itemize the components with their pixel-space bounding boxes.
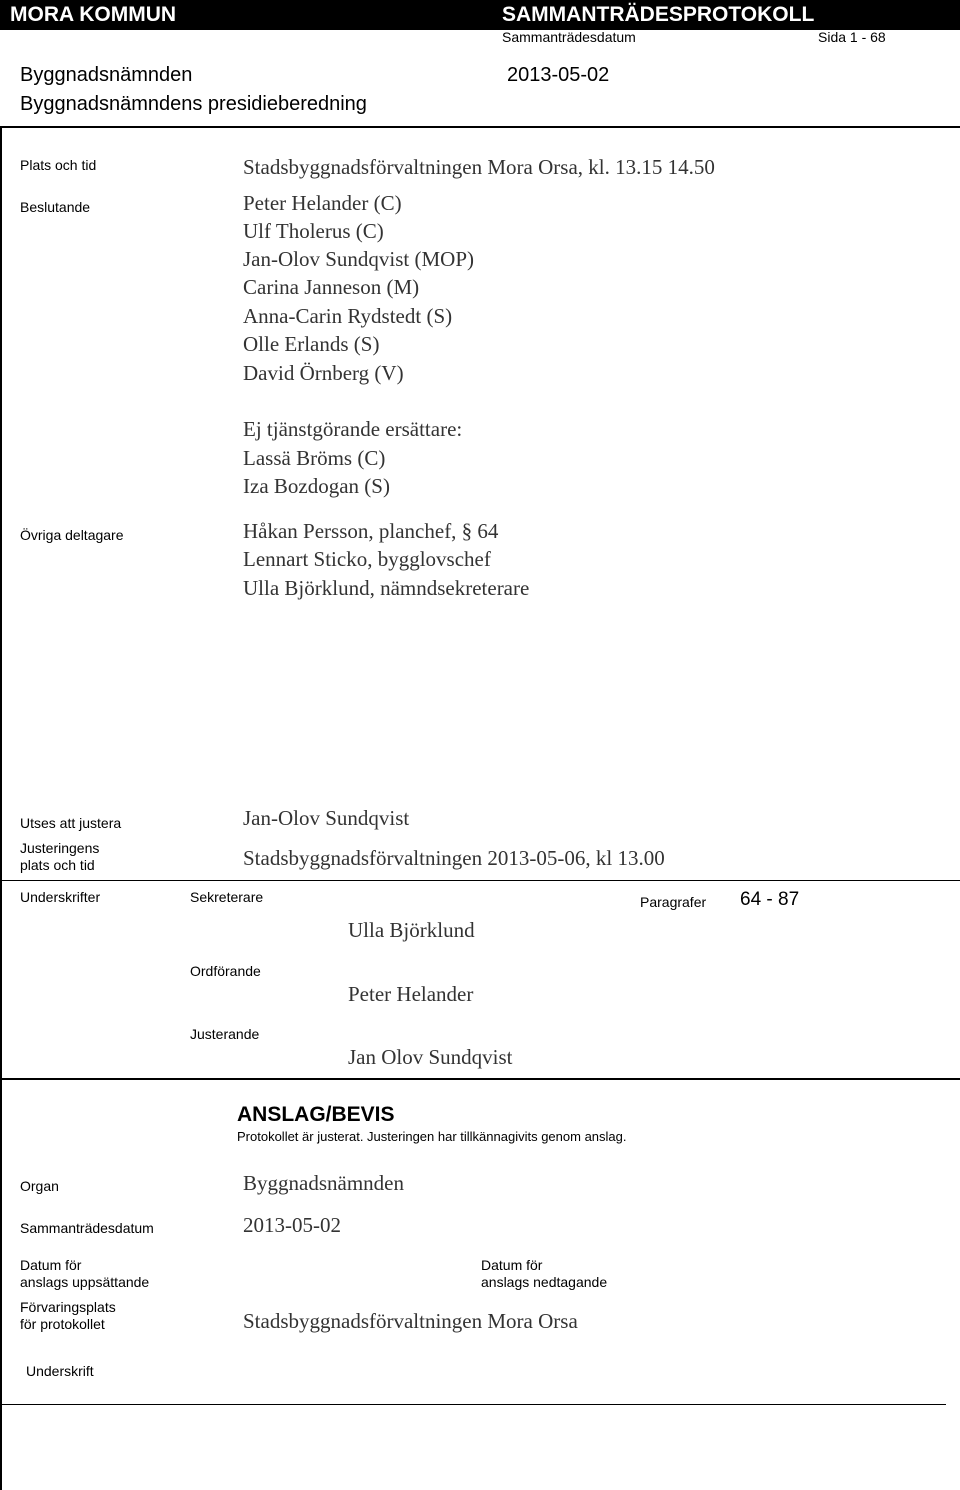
other-participant-3: Ulla Björklund, nämndsekreterare bbox=[243, 576, 530, 600]
storage-label-1: Förvaringsplats bbox=[20, 1299, 116, 1315]
chair-label: Ordförande bbox=[190, 963, 261, 979]
adjustment-divider bbox=[0, 880, 960, 881]
storage-value: Stadsbyggnadsförvaltningen Mora Orsa bbox=[243, 1309, 578, 1333]
member-6: Olle Erlands (S) bbox=[243, 332, 380, 356]
substitute-2: Iza Bozdogan (S) bbox=[243, 474, 390, 498]
adjuster-name: Jan Olov Sundqvist bbox=[348, 1045, 513, 1069]
posted-date-label-2: anslags uppsättande bbox=[20, 1274, 150, 1290]
substitute-1: Lassä Bröms (C) bbox=[243, 446, 386, 470]
anslag-title: ANSLAG/BEVIS bbox=[237, 1103, 395, 1126]
member-7: David Örnberg (V) bbox=[243, 361, 404, 385]
member-1: Peter Helander (C) bbox=[243, 191, 402, 215]
meeting-date: 2013-05-02 bbox=[507, 64, 610, 86]
adjustment-place-label-1: Justeringens bbox=[20, 840, 100, 856]
top-divider bbox=[0, 126, 960, 128]
document-title: SAMMANTRÄDESPROTOKOLL bbox=[502, 3, 815, 26]
organ-value: Byggnadsnämnden bbox=[243, 1171, 404, 1195]
subcommittee-name: Byggnadsnämndens presidieberedning bbox=[20, 93, 367, 115]
removed-date-label-1: Datum för bbox=[481, 1257, 543, 1273]
anslag-date-value: 2013-05-02 bbox=[243, 1213, 341, 1237]
adjustment-place-label-2: plats och tid bbox=[20, 857, 95, 873]
paragraphs-value: 64 - 87 bbox=[740, 889, 800, 910]
signatures-label: Underskrifter bbox=[20, 889, 101, 905]
substitutes-heading: Ej tjänstgörande ersättare: bbox=[243, 417, 463, 441]
signature-label: Underskrift bbox=[26, 1363, 94, 1379]
adjuster-appointed-label: Utses att justera bbox=[20, 815, 122, 831]
page-info: Sida 1 - 68 bbox=[818, 29, 886, 45]
member-4: Carina Janneson (M) bbox=[243, 275, 420, 299]
other-participant-2: Lennart Sticko, bygglovschef bbox=[243, 547, 491, 571]
other-participant-1: Håkan Persson, planchef, § 64 bbox=[243, 519, 499, 543]
removed-date-label-2: anslags nedtagande bbox=[481, 1274, 608, 1290]
signatures-divider bbox=[0, 1078, 960, 1080]
member-5: Anna-Carin Rydstedt (S) bbox=[243, 304, 453, 328]
secretary-label: Sekreterare bbox=[190, 889, 264, 905]
chair-name: Peter Helander bbox=[348, 982, 474, 1006]
secretary-name: Ulla Björklund bbox=[348, 918, 475, 942]
anslag-subtitle: Protokollet är justerat. Justeringen har tillkännagivits genom anslag. bbox=[237, 1129, 627, 1144]
committee-name: Byggnadsnämnden bbox=[20, 64, 193, 86]
paragraphs-label: Paragrafer bbox=[640, 894, 707, 910]
adjuster-appointed-value: Jan-Olov Sundqvist bbox=[243, 806, 410, 830]
org-name: MORA KOMMUN bbox=[10, 3, 177, 26]
posted-date-label-1: Datum för bbox=[20, 1257, 82, 1273]
member-3: Jan-Olov Sundqvist (MOP) bbox=[243, 247, 475, 271]
adjuster-label: Justerande bbox=[190, 1026, 260, 1042]
member-2: Ulf Tholerus (C) bbox=[243, 219, 384, 243]
left-border bbox=[0, 126, 2, 1490]
signature-line bbox=[0, 1404, 946, 1405]
deciding-label: Beslutande bbox=[20, 199, 91, 215]
storage-label-2: för protokollet bbox=[20, 1316, 105, 1332]
header-date-label: Sammanträdesdatum bbox=[502, 29, 636, 45]
adjustment-place-value: Stadsbyggnadsförvaltningen 2013-05-06, kl 13.00 bbox=[243, 846, 665, 870]
place-label: Plats och tid bbox=[20, 157, 97, 173]
others-label: Övriga deltagare bbox=[20, 527, 124, 543]
place-value: Stadsbyggnadsförvaltningen Mora Orsa, kl. 13.15 14.50 bbox=[243, 155, 715, 179]
organ-label: Organ bbox=[20, 1178, 59, 1194]
anslag-date-label: Sammanträdesdatum bbox=[20, 1220, 154, 1236]
